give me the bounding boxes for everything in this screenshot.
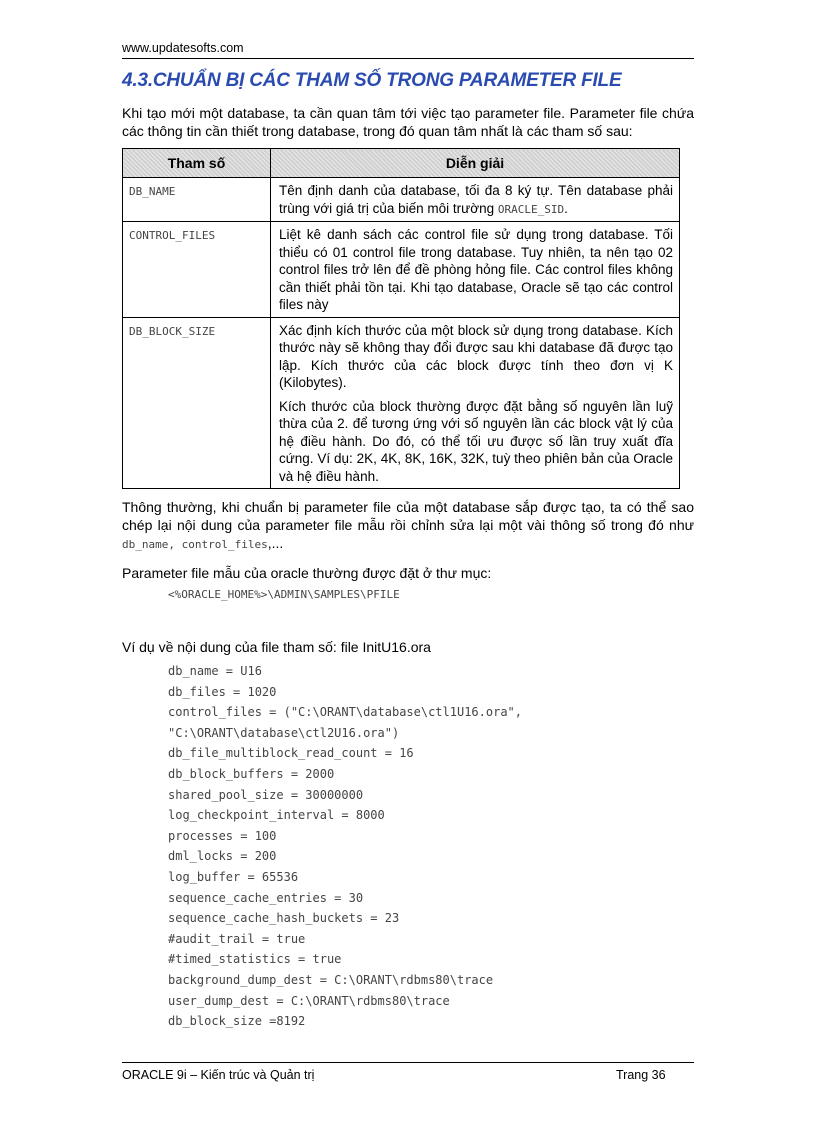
code-line: db_files = 1020 (168, 684, 277, 699)
param-description (271, 317, 680, 489)
code-line: log_checkpoint_interval = 8000 (168, 808, 385, 823)
param-name: DB_NAME (123, 178, 271, 222)
intro-paragraph: Khi tạo mới một database, ta cần quan tâm tới việc tạo parameter file. Parameter file chứa các thông tin cần thiết trong database, trong đó quan tâm nhất là các tham số sau: (122, 105, 694, 139)
table-row (123, 317, 680, 489)
desc-text: Tên định danh của database, tối đa 8 ký tự. Tên database phải trùng với giá trị của biến môi trường (279, 183, 673, 216)
section-title: 4.3.CHUẨN BỊ CÁC THAM SỐ TRONG PARAMETER FILE (122, 70, 622, 91)
code-line: db_block_size =8192 (168, 1014, 306, 1029)
desc-paragraph-2: Kích thước của block thường được đặt bằng số nguyên lần luỹ thừa của 2. để tương ứng với số nguyên lần các block vật lý của hệ điều hành. Do đó, có thể tối ưu được số lần truy xuất đĩa cứng. Ví dụ: 2K, 4K, 8K, 16K, 32K, tuỳ theo phiên bản của Oracle và hệ điều hành. (279, 398, 673, 484)
code-line: log_buffer = 65536 (168, 869, 299, 884)
footer-page-number: Trang 36 (616, 1068, 666, 1082)
para-tail: ,... (267, 535, 284, 551)
code-control-files: control_files (181, 538, 268, 551)
desc-text-end: . (564, 200, 568, 216)
code-line: sequence_cache_hash_buckets = 23 (168, 911, 400, 926)
code-db-name: db_name (122, 538, 169, 551)
code-line: background_dump_dest = C:\ORANT\rdbms80\trace (168, 972, 494, 987)
parameters-table (122, 148, 680, 489)
header-rule (122, 58, 694, 59)
column-header-parameter: Tham số (123, 149, 271, 178)
sample-path-code: <%ORACLE_HOME%>\ADMIN\SAMPLES\PFILE (168, 588, 400, 601)
table-row (123, 178, 680, 222)
code-line: dml_locks = 200 (168, 849, 277, 864)
code-line: sequence_cache_entries = 30 (168, 890, 364, 905)
footer-book-title: ORACLE 9i – Kiến trúc và Quản trị (122, 1068, 315, 1082)
desc-paragraph: Xác định kích thước của một block sử dụng trong database. Kích thước này sẽ không thay đổi được sau khi database đã được tạo lập. Kích thước của các block được tính theo đơn vị K (Kilobytes). (279, 322, 673, 390)
code-line: shared_pool_size = 30000000 (168, 787, 364, 802)
param-description: Liệt kê danh sách các control file sử dụng trong database. Tối thiểu có 01 control file trong database. Tuy nhiên, ta nên tạo 02 control files trở lên để đề phòng hỏng file. Các control files không cần thiết phải tồn tại. Khi tạo database, Oracle sẽ tạo các control files này (271, 222, 680, 318)
env-var-code: ORACLE_SID (497, 202, 565, 216)
column-header-description: Diễn giải (271, 149, 680, 178)
code-line: control_files = ("C:\ORANT\database\ctl1U16.ora", (168, 705, 523, 720)
param-name: DB_BLOCK_SIZE (123, 317, 271, 489)
code-line: db_name = U16 (168, 664, 262, 678)
param-name: CONTROL_FILES (123, 222, 271, 318)
code-line: "C:\ORANT\database\ctl2U16.ora") (168, 725, 400, 740)
code-line: db_block_buffers = 2000 (168, 766, 335, 781)
code-line: processes = 100 (168, 828, 277, 843)
copy-template-paragraph (122, 498, 694, 554)
sample-location-paragraph: Parameter file mẫu của oracle thường được đặt ở thư mục: (122, 565, 492, 581)
table-row (123, 222, 680, 318)
parameter-file-code (168, 661, 522, 1032)
param-description (271, 178, 680, 222)
example-paragraph: Ví dụ về nội dung của file tham số: file InitU16.ora (122, 639, 431, 655)
code-line: user_dump_dest = C:\ORANT\rdbms80\trace (168, 993, 450, 1008)
footer-rule (122, 1062, 694, 1063)
code-line: db_file_multiblock_read_count = 16 (168, 746, 414, 761)
para-text: Thông thường, khi chuẩn bị parameter file của một database sắp được tạo, ta có thể sao chép lại nội dung của parameter file mẫu rồi chỉnh sửa lại một vài thông số trong đó như (122, 499, 694, 533)
code-separator: , (168, 538, 182, 551)
table-header-row (123, 149, 680, 178)
header-url: www.updatesofts.com (122, 41, 244, 55)
code-line: #audit_trail = true (168, 931, 306, 946)
code-line: #timed_statistics = true (168, 952, 342, 967)
